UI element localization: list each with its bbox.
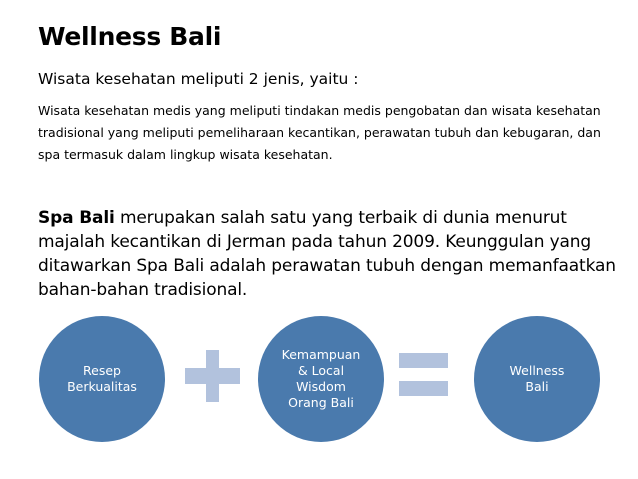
plus-horizontal-bar [185, 368, 240, 384]
equals-top-bar [399, 353, 448, 368]
node-label: Kemampuan & Local Wisdom Orang Bali [281, 347, 361, 410]
spa-paragraph [38, 206, 618, 302]
intro-line: Wisata kesehatan meliputi 2 jenis, yaitu : [38, 70, 359, 88]
slide-title: Wellness Bali [38, 22, 222, 51]
spa-highlight: Spa Bali [38, 208, 115, 228]
equals-bottom-bar [399, 381, 448, 396]
node-label: Resep Berkualitas [67, 363, 137, 394]
intro-paragraph: Wisata kesehatan medis yang meliputi tindakan medis pengobatan dan wisata kesehatan tradisional yang meliputi pemeliharaan kecantikan, perawatan tubuh dan kebugaran, dan spa termasuk dalam lingkup wisata kesehatan. [38, 103, 601, 162]
spa-paragraph-text: merupakan salah satu yang terbaik di dunia menurut majalah kecantikan di Jerman pada tahun 2009. Keunggulan yang ditawarkan Spa Bali adalah perawatan tubuh dengan memanfaatkan bahan-bahan tradisional. [38, 208, 616, 300]
node-kemampuan-local-wisdom [258, 316, 384, 442]
node-wellness-bali [474, 316, 600, 442]
node-resep-berkualitas [39, 316, 165, 442]
node-label: Wellness Bali [509, 363, 565, 394]
